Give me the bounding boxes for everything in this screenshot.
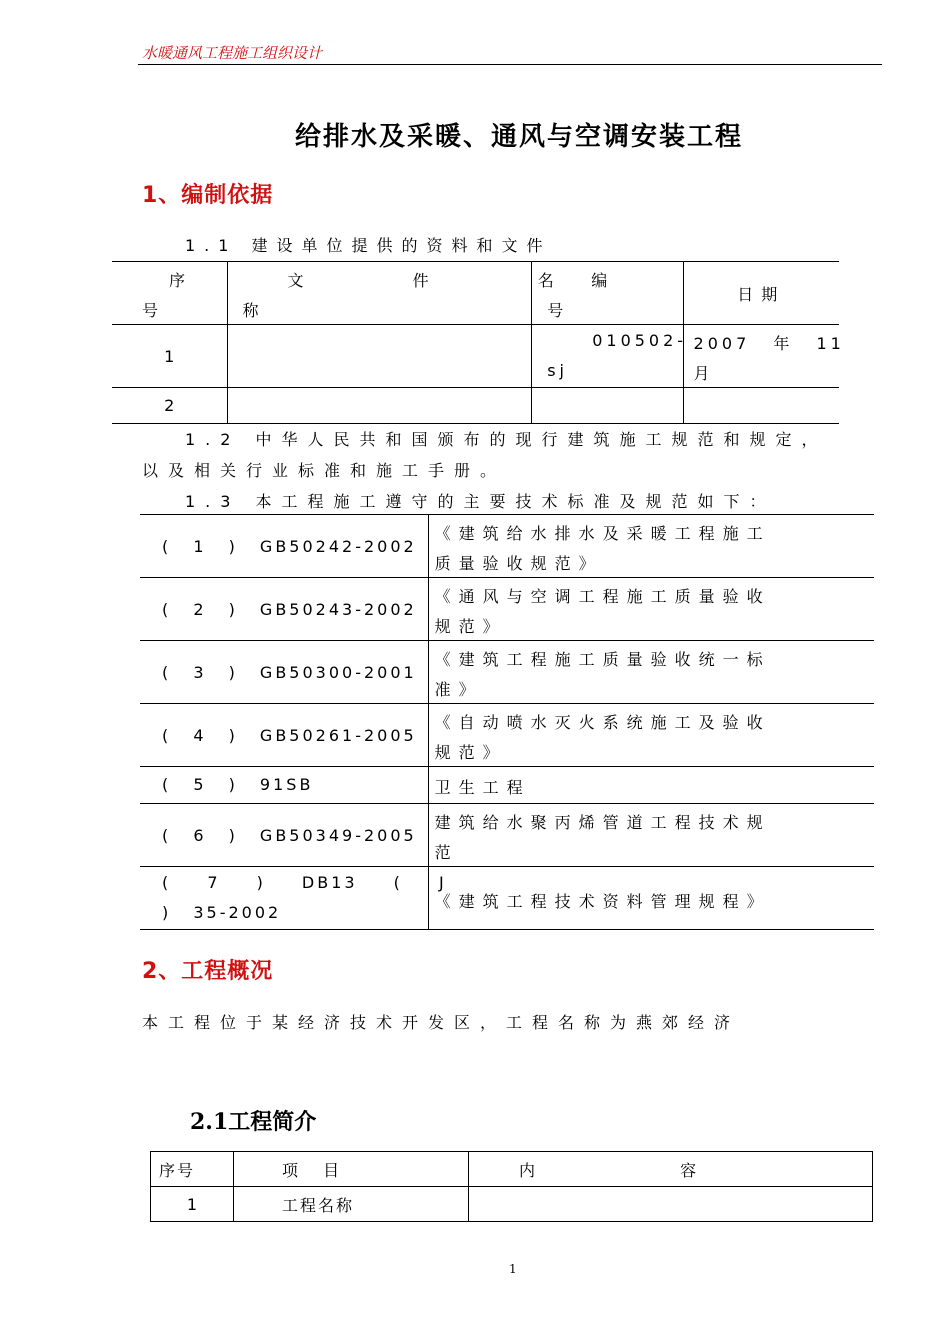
header-content: 内 容 — [469, 1152, 873, 1187]
standard-name-line1: 卫生工程 — [434, 778, 531, 797]
table-row — [140, 804, 874, 867]
row-code-bottom: sj — [547, 361, 568, 380]
standard-code: ( 6 ) GB50349-2005 — [162, 826, 417, 845]
standard-name-line2: 规范》 — [434, 617, 507, 636]
standard-name-line1: 《自动喷水灭火系统施工及验收 — [434, 713, 771, 732]
standard-code-line1: ( 7 ) DB13 ( J — [162, 873, 447, 892]
subsection-2-1-heading: 2.1工程简介 — [190, 1109, 317, 1135]
header-seq-bottom: 号 — [142, 301, 167, 320]
standard-name-line2: 准》 — [434, 680, 483, 699]
paragraph-1-1: 1.1 建设单位提供的资料和文件 — [185, 236, 552, 255]
row-date-bottom: 月 — [693, 364, 718, 383]
paragraph-1-2-line2: 以及相关行业标准和施工手册。 — [142, 461, 507, 480]
row-content — [469, 1187, 873, 1222]
table-row — [140, 578, 874, 641]
standard-code: ( 2 ) GB50243-2002 — [162, 600, 417, 619]
standard-code: ( 5 ) 91SB — [162, 775, 314, 794]
header-item: 项 目 — [234, 1152, 469, 1187]
row-seq: 1 — [112, 325, 227, 388]
row-seq: 1 — [151, 1187, 234, 1222]
paragraph-1-2-line1: 1.2 中华人民共和国颁布的现行建筑施工规范和规定， — [185, 430, 828, 449]
row-name — [227, 325, 532, 388]
standard-code: ( 1 ) GB50242-2002 — [162, 537, 417, 556]
standard-name-line2: 范 — [434, 843, 459, 862]
standard-name-line1: 《建筑给水排水及采暖工程施工 — [434, 524, 771, 543]
row-name — [227, 388, 532, 424]
row-date — [683, 388, 839, 424]
table-row — [112, 388, 839, 424]
table-row — [140, 867, 874, 930]
documents-table — [112, 261, 845, 424]
table-row — [112, 325, 839, 388]
header-code-top: 编 — [591, 271, 616, 290]
header-name-bottom: 称 — [242, 301, 267, 320]
section-2-intro: 本工程位于某经济技术开发区，工程名称为燕郊经济 — [142, 1013, 741, 1032]
row-item: 工程名称 — [234, 1187, 469, 1222]
section-2-heading: 2、工程概况 — [142, 959, 274, 984]
page-number: 1 — [509, 1262, 517, 1276]
header-date: 日期 — [683, 262, 839, 325]
header-name-top: 文 件 名 — [287, 271, 562, 290]
row-date-top: 2007 年 11 — [693, 334, 845, 353]
running-header: 水暖通风工程施工组织设计 — [142, 44, 323, 62]
header-seq: 序号 — [151, 1152, 234, 1187]
section-1-heading: 1、编制依据 — [142, 183, 274, 208]
document-title: 给排水及采暖、通风与空调安装工程 — [295, 122, 744, 152]
standard-name-line1: 《通风与空调工程施工质量验收 — [434, 587, 771, 606]
standard-name-line2: 质量验收规范》 — [434, 554, 603, 573]
header-code-bottom: 号 — [547, 301, 572, 320]
standard-name-line2: 规范》 — [434, 743, 507, 762]
table-row — [140, 641, 874, 704]
standard-name-line1: 建筑给水聚丙烯管道工程技术规 — [434, 813, 771, 832]
header-rule — [138, 64, 882, 65]
row-code — [532, 388, 683, 424]
table-row — [140, 704, 874, 767]
standard-name-line1: 《建筑工程施工质量验收统一标 — [434, 650, 771, 669]
table-row — [140, 767, 874, 804]
row-seq: 2 — [112, 388, 227, 424]
standard-name: 《建筑工程技术资料管理规程》 — [434, 892, 771, 911]
row-code-top: 010502- — [592, 331, 688, 350]
standard-code: ( 3 ) GB50300-2001 — [162, 663, 417, 682]
standard-code: ( 4 ) GB50261-2005 — [162, 726, 417, 745]
table-header-row — [112, 262, 839, 325]
paragraph-1-3: 1.3 本工程施工遵守的主要技术标准及规范如下： — [185, 492, 776, 511]
standard-code-line2: ) 35-2002 — [162, 903, 282, 922]
header-seq-top: 序 — [169, 271, 194, 290]
table-row — [140, 515, 874, 578]
table-header-row — [151, 1152, 873, 1187]
standards-table — [140, 514, 874, 930]
table-row — [151, 1187, 873, 1222]
project-overview-table — [150, 1151, 873, 1222]
